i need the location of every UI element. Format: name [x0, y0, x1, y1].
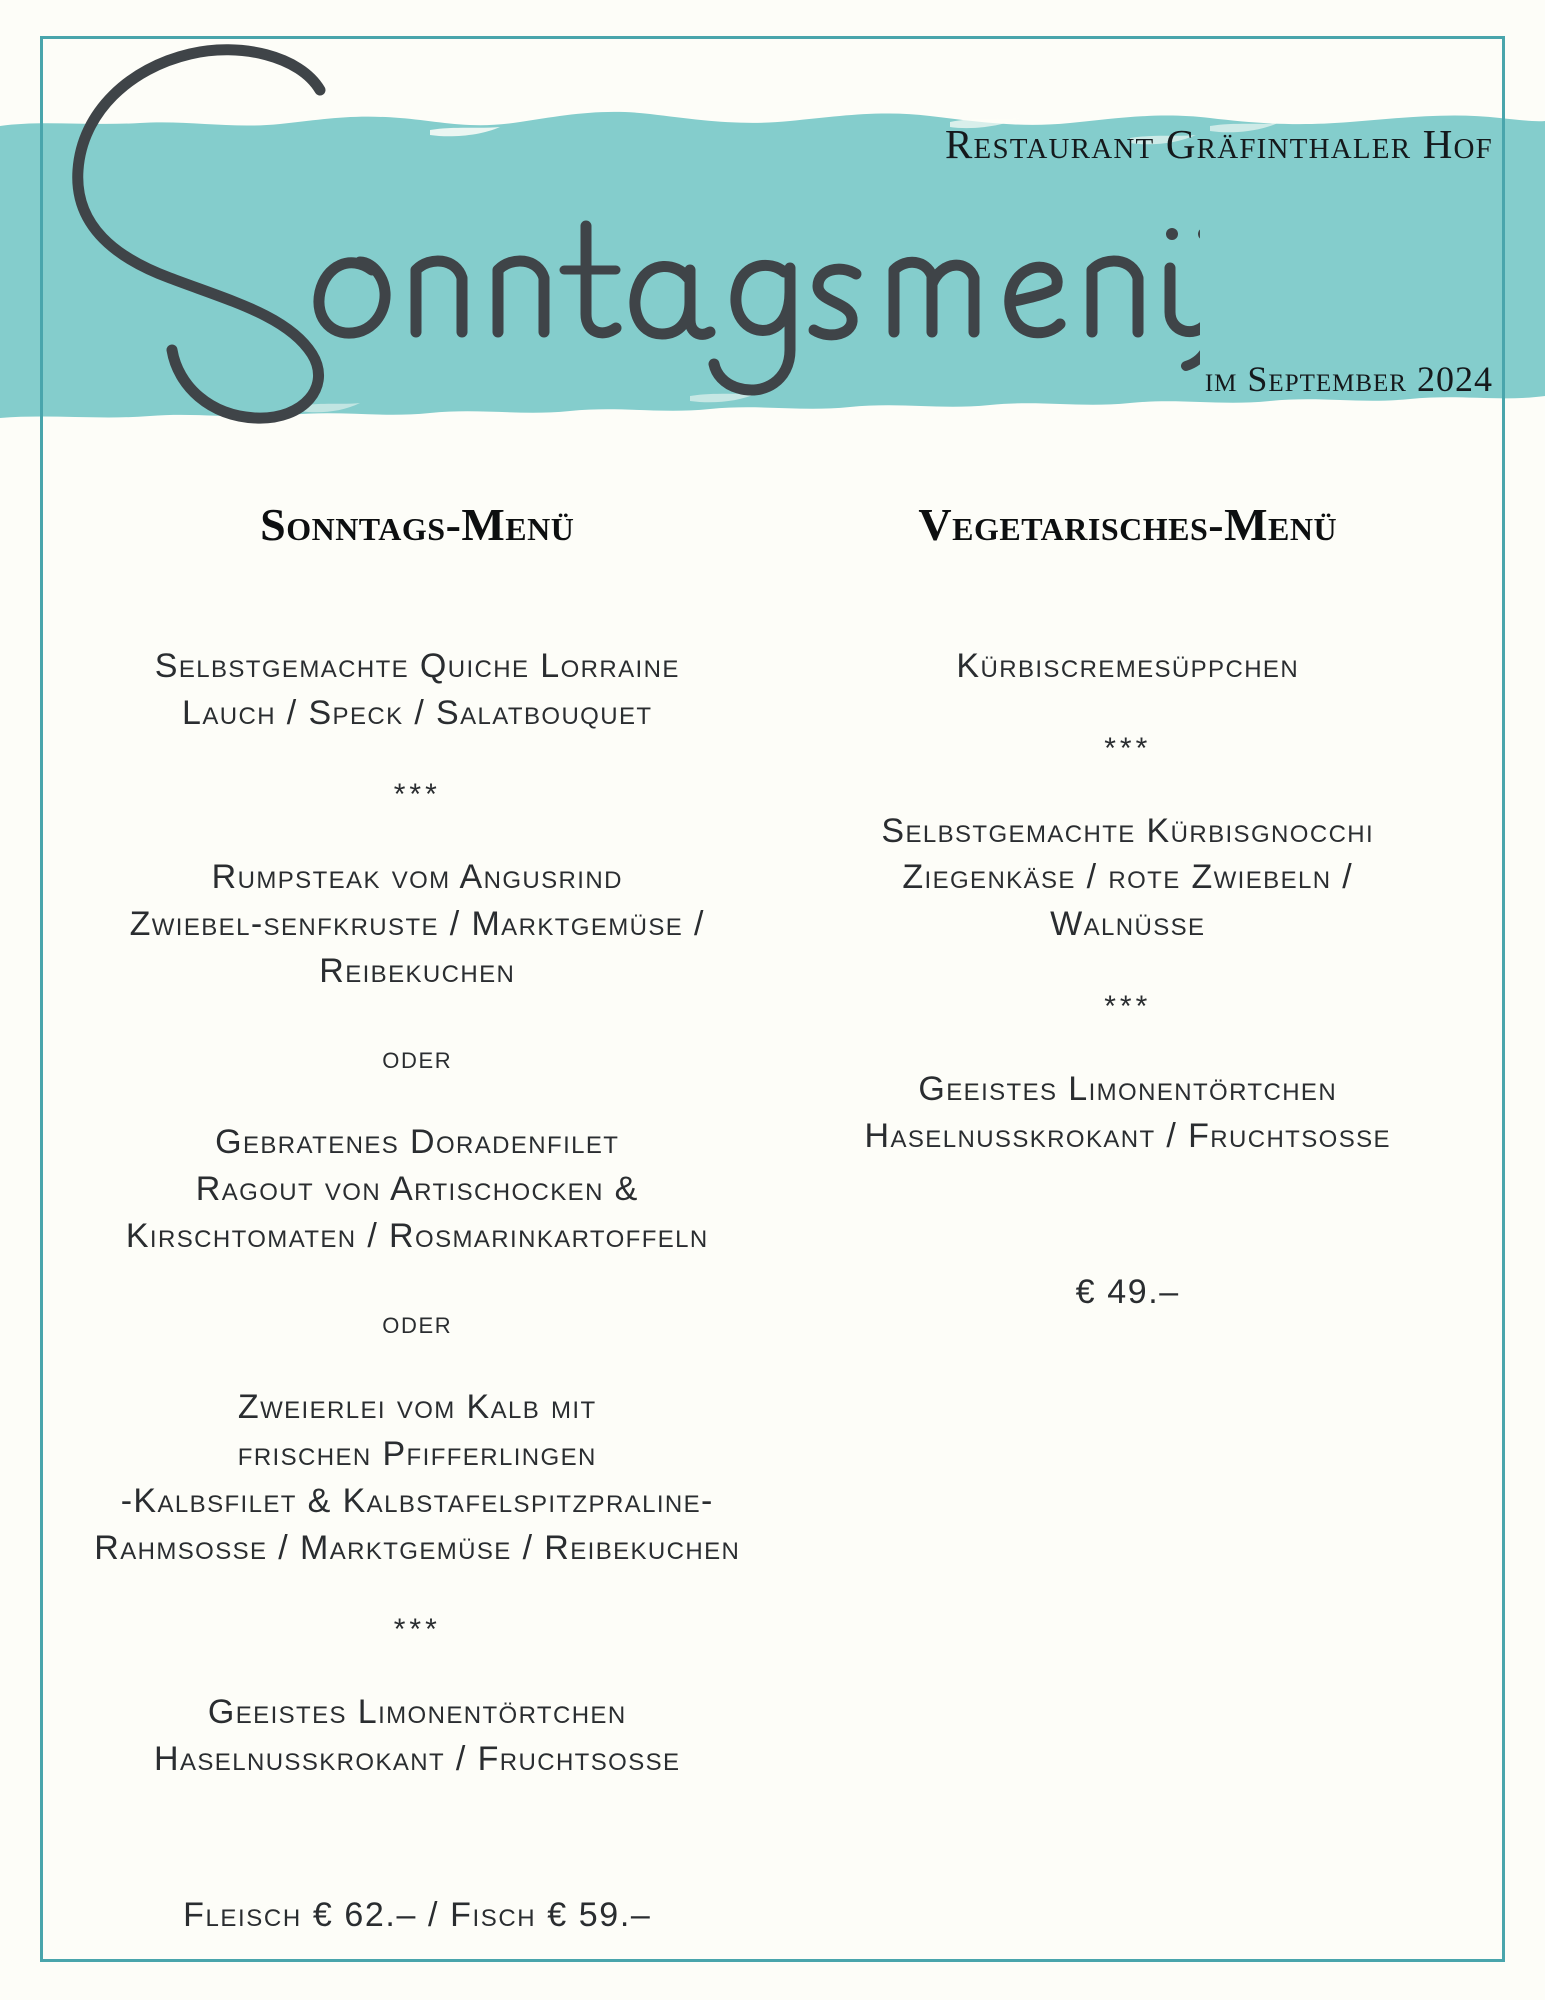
sonntags-dessert: [72, 1689, 763, 1783]
sonntags-starter: [72, 643, 763, 737]
vegetarisches-dessert: [783, 1066, 1474, 1160]
sonntags-main-3-line-2: frischen Pfifferlingen: [237, 1434, 597, 1473]
vegetarisches-separator-1: ***: [1104, 731, 1152, 765]
sonntags-dessert-line-2: Haselnusskrokant / Fruchtsosse: [154, 1740, 681, 1779]
sonntags-main-1-line-1: Rumpsteak vom Angusrind: [211, 858, 623, 897]
vegetarisches-main-line-1: Selbstgemachte Kürbisgnocchi: [881, 811, 1375, 850]
sonntags-main-3-line-3: -Kalbsfilet & Kalbstafelspitzpraline-: [120, 1481, 714, 1520]
sonntags-dessert-line-1: Geeistes Limonentörtchen: [207, 1693, 627, 1732]
vegetarisches-dessert-line-1: Geeistes Limonentörtchen: [918, 1070, 1338, 1109]
vegetarisches-price: € 49.–: [1075, 1273, 1180, 1312]
restaurant-name: Restaurant Gräfinthaler Hof: [945, 121, 1493, 167]
vegetarisches-separator-2: ***: [1104, 990, 1152, 1024]
sonntags-main-1: [72, 854, 763, 995]
sonntags-starter-line-2: Lauch / Speck / Salatbouquet: [182, 693, 653, 732]
sonntags-main-3: [72, 1384, 763, 1572]
vegetarisches-main-line-2: Ziegenkäse / rote Zwiebeln /: [902, 858, 1354, 897]
sonntags-price: Fleisch € 62.– / Fisch € 59.–: [183, 1896, 652, 1935]
vegetarisches-main-line-3: Walnüsse: [1050, 905, 1206, 944]
menu-column-vegetarisches: [773, 500, 1484, 1937]
sonntags-oder-1: oder: [382, 1039, 453, 1076]
header-zone: [0, 96, 1545, 456]
menu-column-sonntags: [62, 500, 773, 1937]
sonntags-main-3-line-1: Zweierlei vom Kalb mit: [237, 1387, 597, 1426]
sonntags-main-2-line-2: Ragout von Artischocken &: [195, 1170, 639, 1209]
vegetarisches-menu-title: Vegetarisches-Menü: [918, 499, 1338, 550]
sonntags-starter-line-1: Selbstgemachte Quiche Lorraine: [154, 646, 680, 685]
sonntags-main-1-line-2: Zwiebel-senfkruste / Marktgemüse /: [129, 905, 705, 944]
sonntags-separator-2: ***: [393, 1613, 441, 1647]
sonntags-main-2-line-3: Kirschtomaten / Rosmarinkartoffeln: [125, 1216, 709, 1255]
vegetarisches-starter-line-1: Kürbiscremesüppchen: [956, 646, 1300, 685]
vegetarisches-dessert-line-2: Haselnusskrokant / Fruchtsosse: [864, 1117, 1391, 1156]
spacer: [783, 1160, 1474, 1270]
sonntags-oder-2: oder: [382, 1303, 453, 1340]
menu-columns: [62, 500, 1483, 1937]
menu-month: im September 2024: [1204, 359, 1493, 399]
sonntags-main-1-line-3: Reibekuchen: [319, 952, 516, 991]
spacer: [72, 1783, 763, 1893]
vegetarisches-main: [783, 808, 1474, 949]
sonntags-main-3-line-4: Rahmsosse / Marktgemüse / Reibekuchen: [94, 1528, 741, 1567]
vegetarisches-starter: [783, 643, 1474, 690]
sonntags-separator-1: ***: [393, 778, 441, 812]
sonntags-menu-title: Sonntags-Menü: [260, 499, 575, 550]
sonntags-main-2-line-1: Gebratenes Doradenfilet: [215, 1123, 620, 1162]
sonntags-main-2: [72, 1119, 763, 1260]
